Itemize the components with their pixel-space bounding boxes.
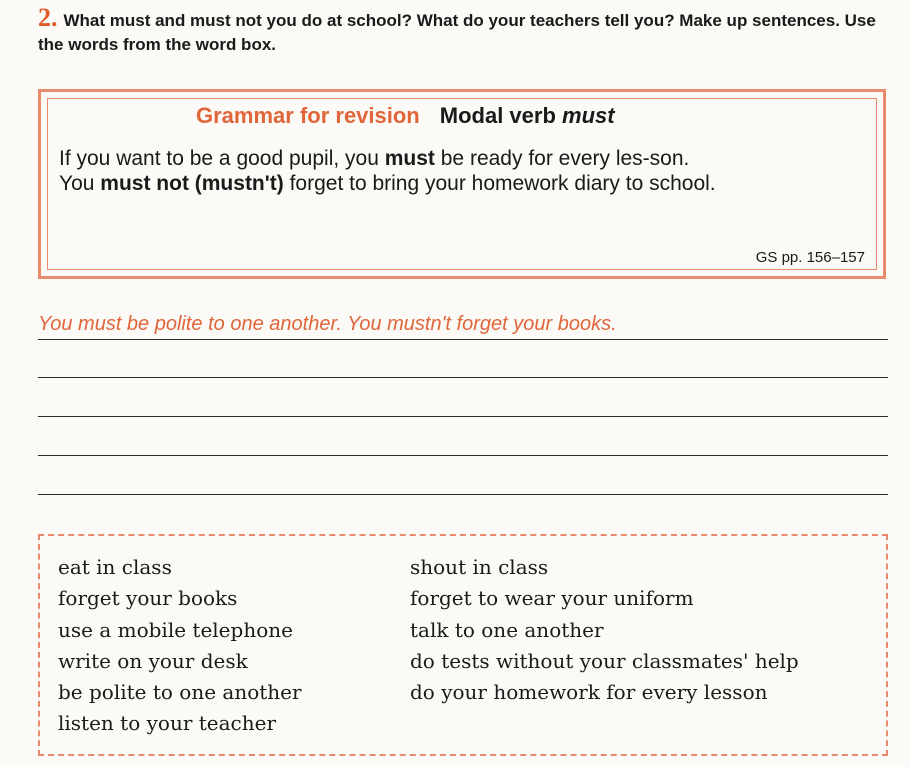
example-2-text-a: You — [59, 172, 101, 195]
grammar-box — [38, 89, 886, 279]
task-instruction — [38, 3, 898, 57]
word-item: forget to wear your uniform — [410, 586, 694, 611]
word-item: do your homework for every lesson — [410, 680, 768, 705]
answer-line-3[interactable] — [38, 416, 888, 417]
word-item: talk to one another — [410, 617, 604, 642]
grammar-example-1 — [59, 146, 869, 171]
grammar-heading-topic: Modal verb — [439, 103, 556, 128]
example-2-text-b: forget to bring your homework diary to school. — [283, 172, 716, 195]
task-text: What must and must not you do at school? What do your teachers tell you? Make up sentences. Use the words from the word box. — [38, 11, 876, 54]
word-item: listen to your teacher — [58, 711, 277, 736]
word-item: use a mobile telephone — [58, 617, 293, 642]
task-number: 2. — [38, 3, 58, 32]
example-1-text-b: be ready for every les-son. — [434, 147, 690, 170]
example-2-bold: must not (mustn't) — [100, 172, 284, 195]
grammar-example-2 — [59, 171, 869, 196]
answer-line-2[interactable] — [38, 377, 888, 378]
grammar-reference: GS pp. 156–157 — [755, 249, 865, 266]
answer-line-5[interactable] — [38, 494, 888, 495]
answer-example: You must be polite to one another. You mustn't forget your books. — [38, 313, 617, 335]
grammar-heading-topic-italic: must — [562, 103, 615, 128]
word-item: write on your desk — [58, 648, 248, 673]
word-item: do tests without your classmates' help — [410, 648, 799, 673]
word-item: forget your books — [58, 586, 238, 611]
word-box-right-column — [410, 552, 799, 708]
answer-line-1[interactable] — [38, 339, 888, 340]
answer-line-4[interactable] — [38, 455, 888, 456]
word-box — [38, 534, 888, 756]
word-item: eat in class — [58, 555, 172, 579]
example-1-bold: must — [384, 147, 435, 170]
word-item: be polite to one another — [58, 680, 302, 705]
grammar-heading — [196, 103, 615, 129]
example-1-text-a: If you want to be a good pupil, you — [59, 147, 385, 170]
grammar-examples — [59, 146, 869, 196]
grammar-heading-label: Grammar for revision — [196, 103, 420, 128]
word-box-left-column — [58, 552, 302, 740]
word-item: shout in class — [410, 555, 549, 579]
